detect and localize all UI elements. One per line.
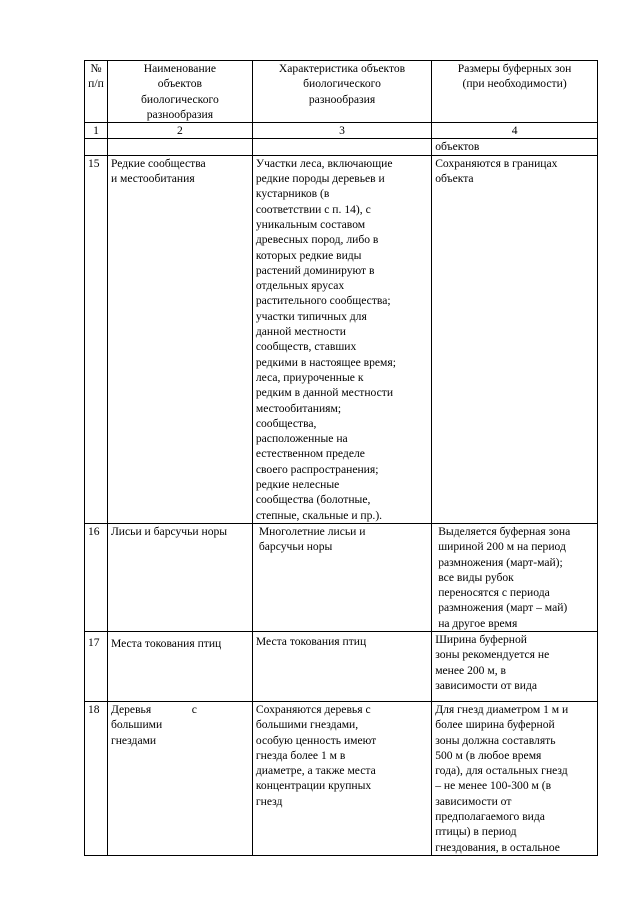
table-row (85, 631, 598, 701)
column-number: 1 (85, 123, 108, 139)
table-row (85, 701, 598, 855)
row-buffer-size: Ширина буферной зоны рекомендуется не менее 200 м, в зависимости от вида (432, 631, 598, 701)
row-characteristics: Многолетние лисьи и барсучьи норы (252, 523, 431, 631)
row-number: 18 (85, 701, 108, 855)
column-number-row (85, 123, 598, 139)
row-object-name-cell (107, 701, 252, 855)
header-characteristics: Характеристика объектов биологического разнообразия (252, 61, 431, 123)
row-number: 17 (85, 631, 108, 701)
header-object-name: Наименование объектов биологического разнообразия (107, 61, 252, 123)
table-row (85, 155, 598, 523)
continuation-cell (85, 139, 108, 155)
biodiversity-buffer-table (84, 60, 598, 856)
continuation-cell (107, 139, 252, 155)
row-object-name: Места токования птиц (107, 631, 252, 701)
column-number: 2 (107, 123, 252, 139)
table-row (85, 523, 598, 631)
row-characteristics: Сохраняются деревья с большими гнездами, особую ценность имеют гнезда более 1 м в диаметре, а также места концентрации крупных гнезд (252, 701, 431, 855)
continuation-row (85, 139, 598, 155)
continuation-text: объектов (432, 139, 598, 155)
header-number: № п/п (85, 61, 108, 123)
row-buffer-size: Сохраняются в границах объекта (432, 155, 598, 523)
header-buffer-size: Размеры буферных зон (при необходимости) (432, 61, 598, 123)
row-object-name: большими гнездами (110, 718, 163, 747)
row-object-name-first-line: Деревья с (110, 702, 197, 716)
table-header-row (85, 61, 598, 123)
row-object-name: Редкие сообщества и местообитания (107, 155, 252, 523)
row-object-name: Лисьи и барсучьи норы (107, 523, 252, 631)
row-characteristics: Места токования птиц (252, 631, 431, 701)
continuation-cell (252, 139, 431, 155)
row-buffer-size: Выделяется буферная зона шириной 200 м на период размножения (март-май); все виды рубок переносятся с периода размножения (март – май) на другое время (432, 523, 598, 631)
row-number: 16 (85, 523, 108, 631)
row-number: 15 (85, 155, 108, 523)
row-characteristics: Участки леса, включающие редкие породы деревьев и кустарников (в соответствии с п. 14), с уникальным составом древесных пород, либо в которых редкие виды растений доминируют в отдельных ярусах растительного сообщества; участки типичных для данной местности сообществ, ставших редкими в настоящее время; леса, приуроченные к редким в данной местности местообитаниям; сообщества, расположенные на естественном пределе своего распространения; редкие нелесные сообщества (болотные, степные, скальные и пр.). (252, 155, 431, 523)
row-buffer-size: Для гнезд диаметром 1 м и более ширина буферной зоны должна составлять 500 м (в любое время года), для остальных гнезд – не менее 100-300 м (в зависимости от предполагаемого вида птицы) в период гнездования, в остальное (432, 701, 598, 855)
column-number: 4 (432, 123, 598, 139)
column-number: 3 (252, 123, 431, 139)
